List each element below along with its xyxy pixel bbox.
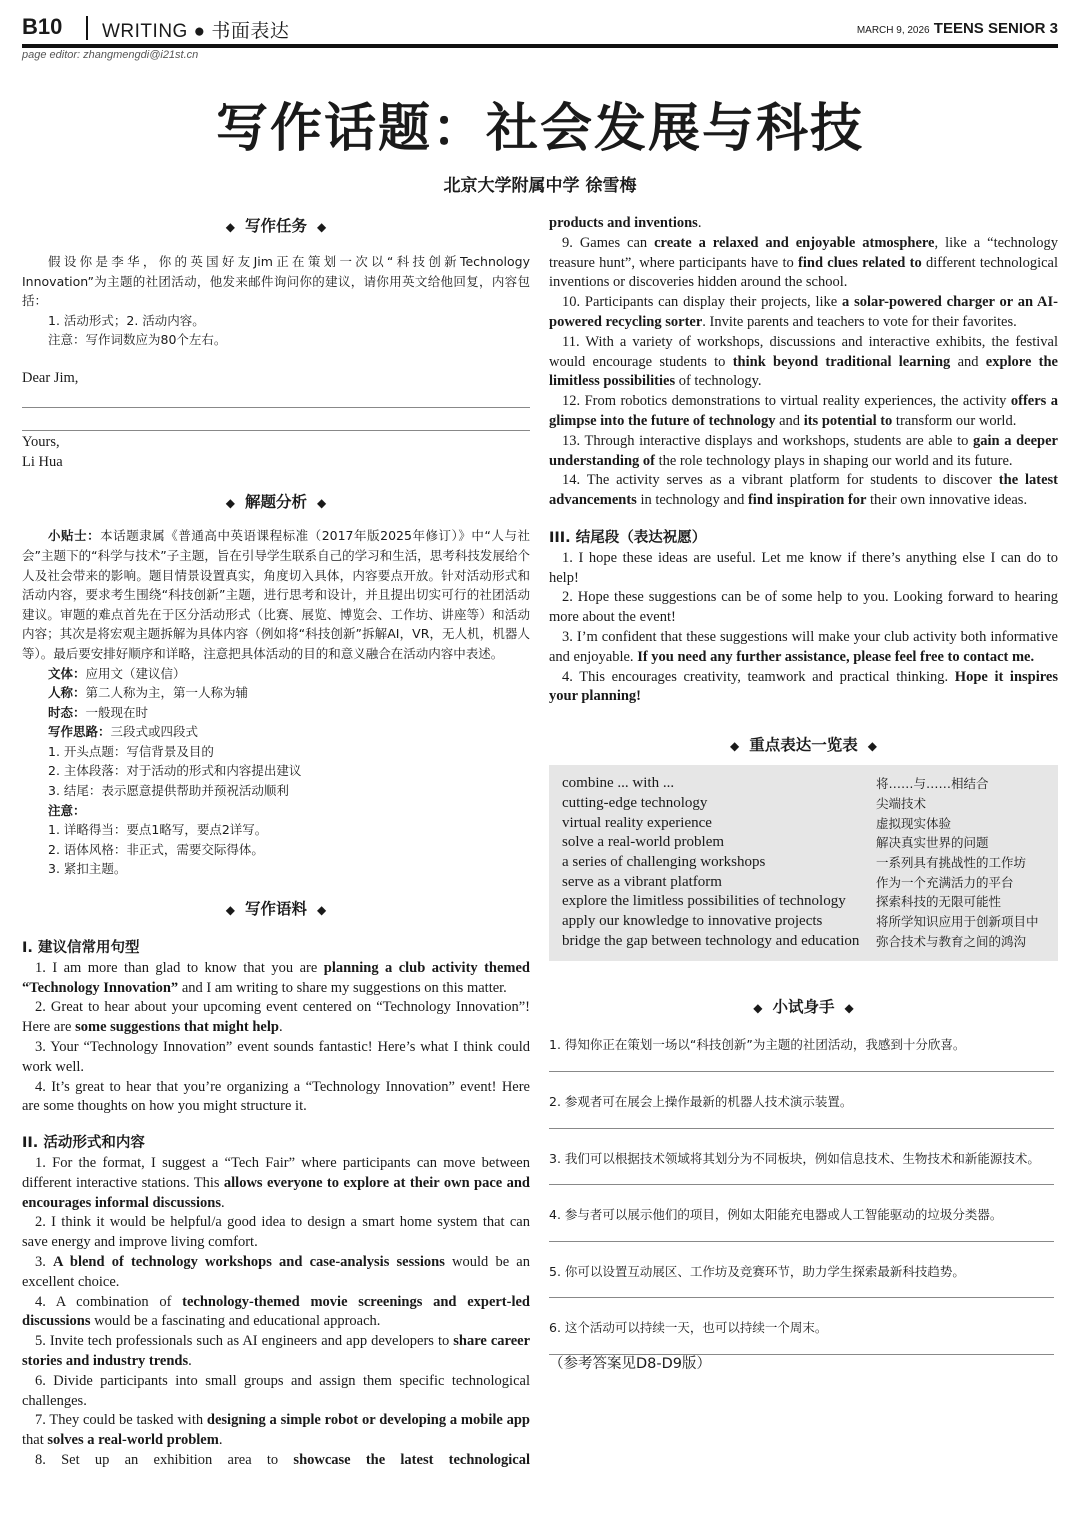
sentence: 5. Invite tech professionals such as AI engineers and app developers to share career stories and industry trends. bbox=[22, 1333, 531, 1369]
sentence: 3. I’m confident that these suggestions will make your club activity both informative and enjoyable. If you need any further assistance, please feel free to contact me. bbox=[549, 628, 1058, 665]
sentence: 2. I think it would be helpful/a good idea to design a smart home system that can save energy and improve living comfort. bbox=[22, 1214, 530, 1251]
sentence: 10. Participants can display their projects, like a solar-powered charger or an AI-powered recycling sorter. Invite parents and teachers to vote for their favorites. bbox=[549, 294, 1058, 330]
analysis-idea: 写作思路：三段式或四段式 bbox=[48, 724, 199, 740]
sentence: 4. A combination of technology-themed movie screenings and expert-led discussions would be a fascinating and educational approach. bbox=[22, 1293, 530, 1330]
sentence: 4. This encourages creativity, teamwork and practical thinking. Hope it inspires your planning! bbox=[549, 668, 1059, 705]
sentence: 2. Great to hear about your upcoming event centered on “Technology Innovation”! Here are some suggestions that might help. bbox=[22, 999, 530, 1036]
answer-reference: （参考答案见D8-D9版） bbox=[549, 1356, 712, 1373]
sentence: 9. Games can create a relaxed and enjoyable atmosphere, like a “technology treasure hunt”, where participants have to find clues related to different technological inventions or discoveries hidden around the school. bbox=[549, 234, 1059, 291]
sentence: 1. I hope these ideas are useful. Let me know if there’s anything else I can do to help! bbox=[549, 549, 1058, 586]
letter-signature: Li Hua bbox=[22, 453, 63, 470]
header-right bbox=[857, 20, 1058, 37]
materials-sec2-title: II. 活动形式和内容 bbox=[22, 1135, 145, 1152]
analysis-genre: 文体：应用文（建议信） bbox=[48, 665, 186, 681]
publication-name: TEENS SENIOR 3 bbox=[933, 20, 1058, 37]
exercise-item: 4. 参与者可以展示他们的项目，例如太阳能充电器或人工智能驱动的垃圾分类器。 bbox=[549, 1207, 1003, 1223]
analysis-idea-2: 2. 主体段落：对于活动的形式和内容提出建议 bbox=[48, 763, 302, 779]
exercise-item: 3. 我们可以根据技术领域将其划分为不同板块，例如信息技术、生物技术和新能源技术。 bbox=[549, 1150, 1040, 1166]
right-column bbox=[549, 214, 1058, 1375]
phrase-row: explore the limitless possibilities of technology 探索科技的无限可能性 bbox=[562, 893, 1002, 910]
exercise-item: 5. 你可以设置互动展区、工作坊及竞赛环节，助力学生探索最新科技趋势。 bbox=[549, 1263, 965, 1279]
sentence: 13. Through interactive displays and workshops, students are able to gain a deeper understanding of the role technology plays in shaping our world and its future. bbox=[549, 432, 1058, 469]
phrase-row: cutting-edge technology 尖端技术 bbox=[562, 794, 927, 811]
page-editor: page editor: zhangmengdi@i21st.cn bbox=[22, 49, 199, 61]
exercise-item: 6. 这个活动可以持续一天，也可以持续一个周末。 bbox=[549, 1320, 828, 1336]
phrase-table bbox=[549, 765, 1058, 961]
section-heading-materials: ◆ 写作语料 ◆ bbox=[225, 900, 327, 919]
section-heading-exercise: ◆ 小试身手 ◆ bbox=[753, 998, 854, 1017]
sentence: 2. Hope these suggestions can be of some help to you. Looking forward to hearing more about the event! bbox=[549, 589, 1058, 626]
materials-sec1-title: I. 建议信常用句型 bbox=[22, 940, 140, 957]
analysis-caution: 注意： bbox=[48, 802, 86, 818]
analysis-tense: 时态：一般现在时 bbox=[48, 704, 149, 720]
task-note: 注意：写作词数应为80个左右。 bbox=[48, 332, 227, 348]
sentence: 3. A blend of technology workshops and case-analysis sessions would be an excellent choice. bbox=[22, 1254, 530, 1290]
writing-line bbox=[22, 430, 530, 431]
exercise-item: 1. 得知你正在策划一场以“科技创新”为主题的社团活动，我感到十分欣喜。 bbox=[549, 1037, 966, 1053]
section-heading-task: ◆ 写作任务 ◆ bbox=[225, 217, 327, 235]
analysis-tip: 小贴士：本话题隶属《普通高中英语课程标准（2017年版2025年修订）》中“人与社会”主题下的“科学与技术”子主题，旨在引导学生联系自己的学习和生活，思考科技发展给个人及社会带来的影响。题目情景设置真实，角度切入具体，内容要点开放。针对活动形式和活动内容，要求考生围绕“科技创新”主题，进行思考和设计，并且提出切实可行的社团活动建议。审题的难点首先在于区分活动形式（比赛、展览、博览会、工作坊、讲座等）和活动内容；其次是将宏观主题拆解为具体内容（例如将“科技创新”拆解AI，VR，无人机，机器人等）。最后要安排好顺序和详略，注意把具体活动的目的和意义融合在活动内容中表述。 bbox=[22, 528, 530, 661]
phrase-row: apply our knowledge to innovative projects 将所学知识应用于创新项目中 bbox=[562, 913, 1039, 930]
phrase-row: solve a real-world problem 解决真实世界的问题 bbox=[562, 834, 989, 851]
exercise-item: 2. 参观者可在展会上操作最新的机器人技术演示装置。 bbox=[549, 1094, 853, 1110]
sentence-continued: products and inventions. bbox=[549, 215, 702, 231]
sentence: 1. I am more than glad to know that you are planning a club activity themed “Technology Innovation” and I am writing to share my suggestions on this matter. bbox=[22, 959, 530, 996]
task-prompt: 假设你是李华，你的英国好友Jim正在策划一次以“科技创新Technology Innovation”为主题的社团活动，他发来邮件询问你的建议，请你用英文给他回复，内容包括： bbox=[22, 254, 530, 309]
analysis-idea-3: 3. 结尾：表示愿意提供帮助并预祝活动顺利 bbox=[48, 783, 289, 799]
phrase-row: combine ... with ... 将……与……相结合 bbox=[562, 775, 989, 792]
section-name: WRITING ● 书面表达 bbox=[102, 21, 290, 42]
page-number: B10 bbox=[22, 14, 63, 39]
task-points: 1. 活动形式；2. 活动内容。 bbox=[48, 312, 205, 328]
sentence: 1. For the format, I suggest a “Tech Fair” where participants can move between different interactive stations. This allows everyone to explore at their own pace and encourages informal discussions. bbox=[22, 1155, 530, 1211]
article-title: 写作话题：社会发展与科技 bbox=[215, 99, 864, 159]
sentence: 12. From robotics demonstrations to virtual reality experiences, the activity offers a glimpse into the future of technology and its potential to transform our world. bbox=[549, 393, 1059, 429]
analysis-idea-1: 1. 开头点题：写信背景及目的 bbox=[48, 743, 214, 759]
header-divider bbox=[86, 16, 88, 40]
sentence: 7. They could be tasked with designing a simple robot or developing a mobile app that solves a real-world problem. bbox=[22, 1412, 530, 1449]
section-heading-phrases: ◆ 重点表达一览表 ◆ bbox=[730, 736, 877, 755]
sentence: 6. Divide participants into small groups and assign them specific technological challenges. bbox=[22, 1372, 530, 1409]
analysis-caution-3: 3. 紧扣主题。 bbox=[48, 861, 127, 877]
sentence: 14. The activity serves as a vibrant platform for students to discover the latest advancements in technology and find inspiration for their own innovative ideas. bbox=[549, 472, 1058, 509]
sentence: 11. With a variety of workshops, discussions and interactive exhibits, the festival would encourage students to think beyond traditional learning and explore the limitless possibilities of technology. bbox=[549, 333, 1058, 390]
phrase-row: serve as a vibrant platform 作为一个充满活力的平台 bbox=[562, 873, 1014, 890]
left-column bbox=[22, 214, 530, 1471]
sentence: 8. Set up an exhibition area to showcase the latest technological bbox=[35, 1451, 530, 1468]
materials-sec3-title: III. 结尾段（表达祝愿） bbox=[549, 529, 707, 546]
sentence: 4. It’s great to hear that you’re organizing a “Technology Innovation” event! Here are some thoughts on how you might structure it. bbox=[22, 1078, 530, 1115]
phrase-row: bridge the gap between technology and education 弥合技术与教育之间的鸿沟 bbox=[562, 932, 1027, 949]
analysis-caution-2: 2. 语体风格：非正式，需要交际得体。 bbox=[48, 841, 264, 857]
issue-date: MARCH 9, 2026 bbox=[856, 25, 930, 36]
sentence: 3. Your “Technology Innovation” event sounds fantastic! Here’s what I think could work well. bbox=[22, 1039, 530, 1075]
article-author: 北京大学附属中学 徐雪梅 bbox=[443, 176, 637, 196]
letter-closing: Yours, bbox=[22, 433, 60, 450]
phrase-row: a series of challenging workshops 一系列具有挑战性的工作坊 bbox=[562, 853, 1027, 870]
page-header bbox=[22, 10, 1058, 48]
letter-greeting: Dear Jim, bbox=[22, 369, 79, 386]
analysis-caution-1: 1. 详略得当：要点1略写，要点2详写。 bbox=[48, 822, 268, 838]
analysis-person: 人称：第二人称为主，第一人称为辅 bbox=[48, 685, 249, 701]
phrase-row: virtual reality experience 虚拟现实体验 bbox=[562, 814, 952, 831]
section-heading-analysis: ◆ 解题分析 ◆ bbox=[225, 493, 327, 512]
